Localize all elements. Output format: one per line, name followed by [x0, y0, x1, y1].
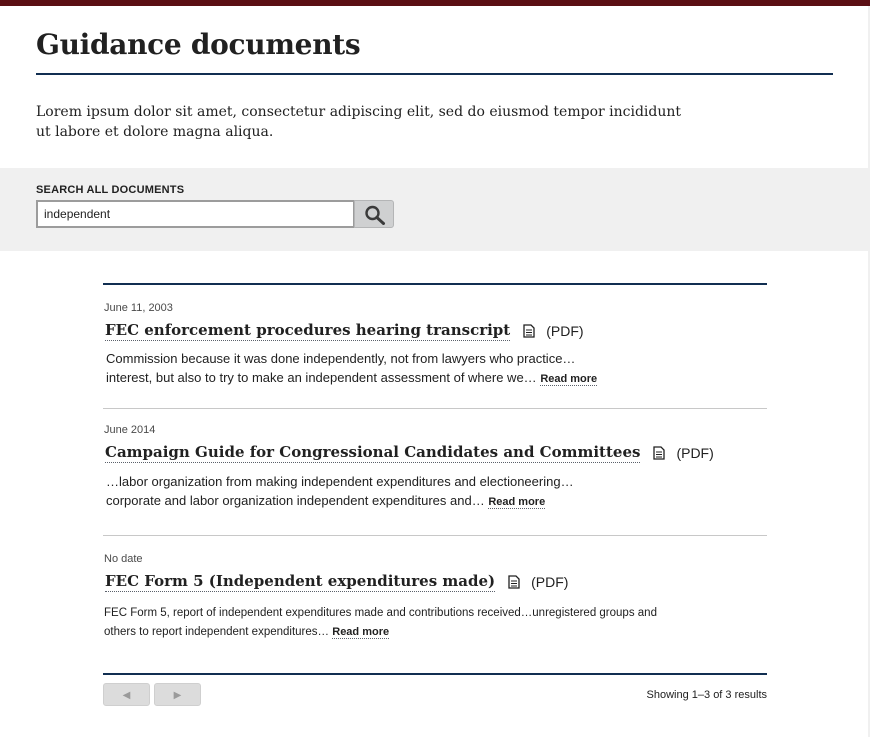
result-excerpt — [104, 604, 657, 642]
result-date: June 11, 2003 — [104, 302, 173, 314]
result-excerpt — [106, 349, 597, 389]
search-label: SEARCH ALL DOCUMENTS — [36, 184, 185, 196]
next-page-button[interactable]: ▶ — [154, 683, 201, 706]
title-divider — [36, 73, 833, 75]
search-button[interactable] — [354, 200, 394, 228]
excerpt-line: …labor organization from making independent expenditures and electioneering… — [106, 474, 574, 489]
excerpt-line: interest, but also to try to make an independent assessment of where we… — [106, 370, 537, 385]
page-title: Guidance documents — [36, 28, 361, 61]
results-top-divider — [103, 283, 767, 285]
document-icon — [523, 324, 535, 338]
format-label: (PDF) — [546, 323, 584, 339]
document-icon — [508, 575, 520, 589]
result-title-row — [105, 321, 584, 341]
document-icon — [653, 446, 665, 460]
result-title-link[interactable]: FEC Form 5 (Independent expenditures made) — [105, 572, 496, 590]
top-brand-bar — [0, 0, 870, 6]
search-input[interactable] — [36, 200, 354, 228]
result-divider — [103, 535, 767, 536]
excerpt-line: FEC Form 5, report of independent expenditures made and contributions received…unregistered groups and — [104, 607, 657, 619]
page-intro: Lorem ipsum dolor sit amet, consectetur adipiscing elit, sed do eiusmod tempor incididunt ut labore et dolore magna aliqua. — [36, 104, 682, 140]
result-title-link[interactable]: FEC enforcement procedures hearing transcript — [105, 321, 511, 339]
result-date: June 2014 — [104, 424, 156, 436]
result-title-row — [105, 443, 714, 463]
format-label: (PDF) — [531, 574, 569, 590]
result-title-link[interactable]: Campaign Guide for Congressional Candidates and Committees — [105, 443, 641, 461]
read-more-link[interactable]: Read more — [540, 373, 598, 385]
read-more-link[interactable]: Read more — [332, 626, 390, 638]
result-date: No date — [104, 553, 143, 565]
format-label: (PDF) — [676, 445, 714, 461]
results-bottom-divider — [103, 673, 767, 675]
result-title-row — [105, 572, 568, 592]
previous-page-button[interactable]: ◀ — [103, 683, 150, 706]
excerpt-line: others to report independent expenditures… — [104, 626, 330, 638]
read-more-link[interactable]: Read more — [488, 496, 546, 508]
results-count: Showing 1–3 of 3 results — [646, 689, 767, 701]
search-icon — [364, 205, 386, 225]
result-divider — [103, 408, 767, 409]
result-excerpt — [106, 472, 574, 512]
excerpt-line: corporate and labor organization independent expenditures and… — [106, 493, 485, 508]
excerpt-line: Commission because it was done independently, not from lawyers who practice… — [106, 351, 576, 366]
